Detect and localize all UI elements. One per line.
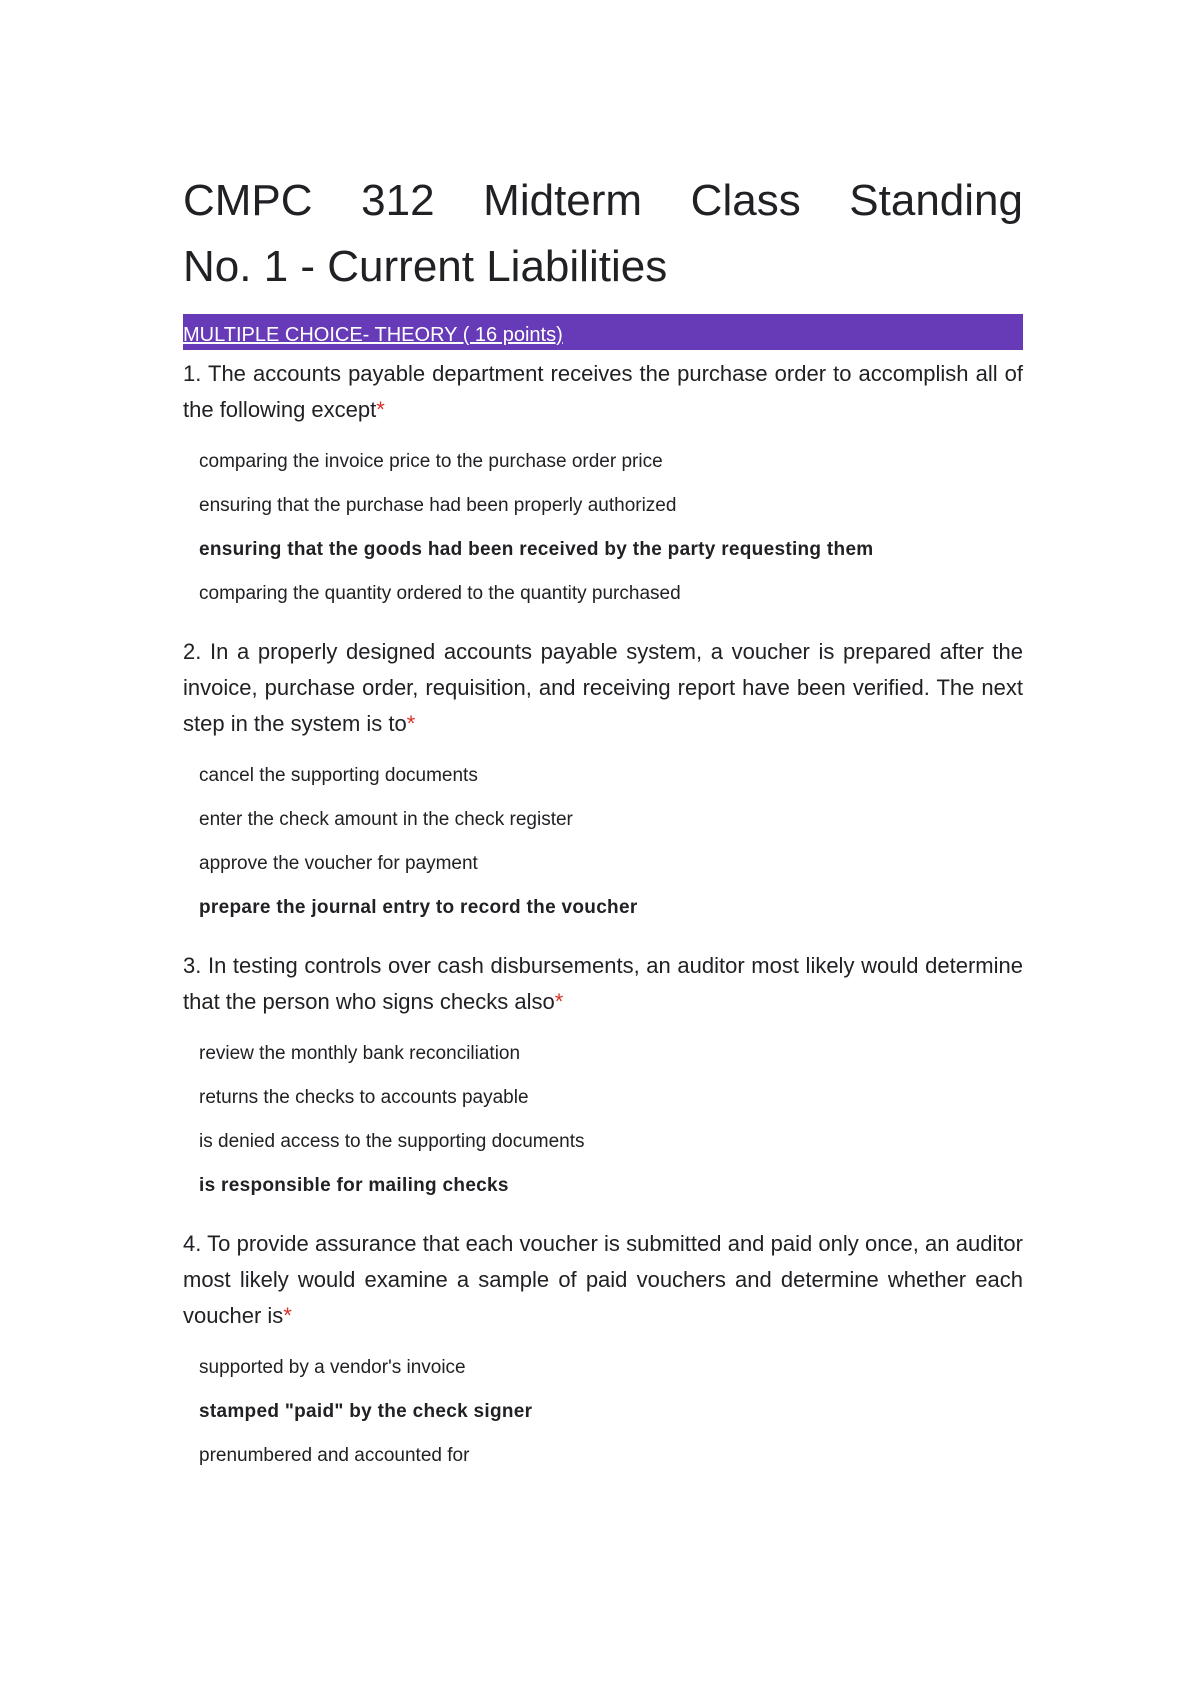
title-line-2: No. 1 - Current Liabilities: [183, 242, 668, 291]
option-list: [183, 1042, 1023, 1218]
title-line-1: CMPC 312 Midterm Class Standing: [183, 176, 1023, 225]
required-mark: *: [376, 397, 385, 422]
question-text: 2. In a properly designed accounts payable system, a voucher is prepared after the invoice, purchase order, requisition, and receiving report have been verified. The next step in the system is to*: [183, 639, 1023, 736]
option-item-answer[interactable]: is responsible for mailing checks: [199, 1175, 509, 1196]
option-item-answer[interactable]: prepare the journal entry to record the voucher: [199, 897, 638, 918]
required-mark: *: [283, 1303, 292, 1328]
option-item[interactable]: cancel the supporting documents: [199, 765, 478, 786]
option-item[interactable]: supported by a vendor's invoice: [199, 1357, 466, 1378]
question-block-4: [183, 1226, 1023, 1488]
question-text: 3. In testing controls over cash disbursements, an auditor most likely would determine that the person who signs checks also*: [183, 953, 1023, 1014]
required-mark: *: [406, 711, 416, 736]
required-mark: *: [554, 989, 564, 1014]
option-item[interactable]: review the monthly bank reconciliation: [199, 1043, 521, 1064]
option-item[interactable]: comparing the quantity ordered to the quantity purchased: [199, 583, 681, 604]
question-block-3: [183, 948, 1023, 1218]
option-item-answer[interactable]: stamped "paid" by the check signer: [199, 1401, 533, 1422]
option-item[interactable]: is denied access to the supporting documents: [199, 1131, 585, 1152]
question-text: 4. To provide assurance that each voucher is submitted and paid only once, an auditor most likely would examine a sample of paid vouchers and determine whether each voucher is*: [183, 1231, 1023, 1328]
option-item[interactable]: returns the checks to accounts payable: [199, 1087, 529, 1108]
option-item[interactable]: enter the check amount in the check register: [199, 809, 573, 830]
option-item-answer[interactable]: ensuring that the goods had been received by the party requesting them: [199, 539, 874, 560]
question-block-2: [183, 634, 1023, 940]
question-block-1: [183, 356, 1023, 626]
option-item[interactable]: approve the voucher for payment: [199, 853, 478, 874]
option-list: [183, 764, 1023, 940]
option-item[interactable]: comparing the invoice price to the purchase order price: [199, 451, 663, 472]
option-list: [183, 1356, 1023, 1488]
option-item[interactable]: ensuring that the purchase had been properly authorized: [199, 495, 677, 516]
section-header: MULTIPLE CHOICE- THEORY ( 16 points): [183, 314, 1023, 350]
option-list: [183, 450, 1023, 626]
document-page: [183, 168, 1023, 1488]
question-text: 1. The accounts payable department receives the purchase order to accomplish all of the following except*: [183, 361, 1023, 422]
option-item[interactable]: prenumbered and accounted for: [199, 1445, 470, 1466]
page-title: [183, 168, 1023, 300]
